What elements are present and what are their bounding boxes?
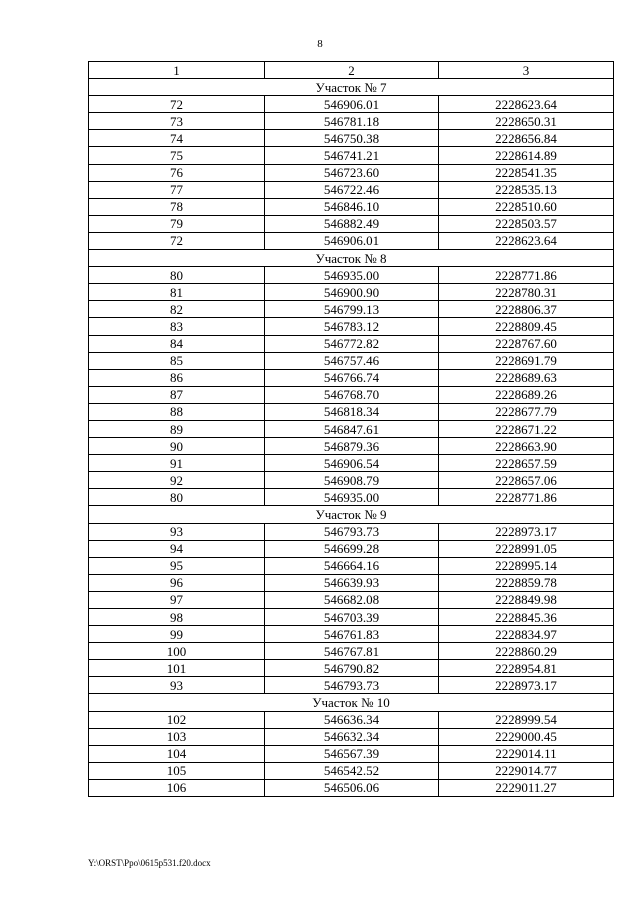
point-number-cell: 73: [89, 113, 265, 130]
table-row: [89, 301, 614, 318]
x-coordinate-cell: 546906.54: [265, 455, 439, 472]
column-header-number: 1: [89, 62, 265, 79]
y-coordinate-cell: 2228510.60: [439, 198, 614, 215]
x-coordinate-cell: 546790.82: [265, 660, 439, 677]
y-coordinate-cell: 2228860.29: [439, 643, 614, 660]
footer-file-path: Y:\ORST\Ppo\0615p531.f20.docx: [88, 858, 211, 868]
section-title: Участок № 10: [89, 694, 614, 711]
y-coordinate-cell: 2229014.11: [439, 745, 614, 762]
y-coordinate-cell: 2228973.17: [439, 677, 614, 694]
point-number-cell: 88: [89, 403, 265, 420]
point-number-cell: 105: [89, 762, 265, 779]
table-row: [89, 147, 614, 164]
x-coordinate-cell: 546935.00: [265, 489, 439, 506]
y-coordinate-cell: 2228849.98: [439, 591, 614, 608]
point-number-cell: 93: [89, 677, 265, 694]
y-coordinate-cell: 2228656.84: [439, 130, 614, 147]
point-number-cell: 76: [89, 164, 265, 181]
x-coordinate-cell: 546723.60: [265, 164, 439, 181]
x-coordinate-cell: 546722.46: [265, 181, 439, 198]
table-row: [89, 643, 614, 660]
y-coordinate-cell: 2228657.59: [439, 455, 614, 472]
y-coordinate-cell: 2228780.31: [439, 284, 614, 301]
point-number-cell: 103: [89, 728, 265, 745]
x-coordinate-cell: 546783.12: [265, 318, 439, 335]
x-coordinate-cell: 546682.08: [265, 591, 439, 608]
point-number-cell: 93: [89, 523, 265, 540]
point-number-cell: 100: [89, 643, 265, 660]
point-number-cell: 78: [89, 198, 265, 215]
column-header-x: 2: [265, 62, 439, 79]
table-row: [89, 609, 614, 626]
page-number: 8: [317, 38, 323, 50]
table-row: [89, 591, 614, 608]
table-row: [89, 762, 614, 779]
table-row: [89, 455, 614, 472]
section-title-row: [89, 250, 614, 267]
x-coordinate-cell: 546879.36: [265, 438, 439, 455]
x-coordinate-cell: 546766.74: [265, 369, 439, 386]
x-coordinate-cell: 546882.49: [265, 215, 439, 232]
point-number-cell: 75: [89, 147, 265, 164]
y-coordinate-cell: 2228503.57: [439, 215, 614, 232]
point-number-cell: 74: [89, 130, 265, 147]
section-title: Участок № 8: [89, 250, 614, 267]
x-coordinate-cell: 546636.34: [265, 711, 439, 728]
table-row: [89, 677, 614, 694]
x-coordinate-cell: 546632.34: [265, 728, 439, 745]
y-coordinate-cell: 2228809.45: [439, 318, 614, 335]
point-number-cell: 81: [89, 284, 265, 301]
table-row: [89, 318, 614, 335]
point-number-cell: 85: [89, 352, 265, 369]
y-coordinate-cell: 2228991.05: [439, 540, 614, 557]
table-row: [89, 130, 614, 147]
point-number-cell: 77: [89, 181, 265, 198]
y-coordinate-cell: 2228691.79: [439, 352, 614, 369]
y-coordinate-cell: 2228657.06: [439, 472, 614, 489]
y-coordinate-cell: 2228650.31: [439, 113, 614, 130]
x-coordinate-cell: 546757.46: [265, 352, 439, 369]
x-coordinate-cell: 546741.21: [265, 147, 439, 164]
y-coordinate-cell: 2228623.64: [439, 96, 614, 113]
point-number-cell: 90: [89, 438, 265, 455]
table-row: [89, 403, 614, 420]
x-coordinate-cell: 546793.73: [265, 523, 439, 540]
x-coordinate-cell: 546900.90: [265, 284, 439, 301]
x-coordinate-cell: 546906.01: [265, 96, 439, 113]
x-coordinate-cell: 546506.06: [265, 779, 439, 796]
x-coordinate-cell: 546761.83: [265, 626, 439, 643]
section-title: Участок № 9: [89, 506, 614, 523]
y-coordinate-cell: 2228845.36: [439, 609, 614, 626]
y-coordinate-cell: 2228859.78: [439, 574, 614, 591]
table-row: [89, 626, 614, 643]
table-row: [89, 267, 614, 284]
point-number-cell: 91: [89, 455, 265, 472]
point-number-cell: 92: [89, 472, 265, 489]
x-coordinate-cell: 546906.01: [265, 232, 439, 249]
point-number-cell: 84: [89, 335, 265, 352]
point-number-cell: 83: [89, 318, 265, 335]
x-coordinate-cell: 546639.93: [265, 574, 439, 591]
x-coordinate-cell: 546772.82: [265, 335, 439, 352]
y-coordinate-cell: 2228677.79: [439, 403, 614, 420]
table-header-row: [89, 62, 614, 79]
y-coordinate-cell: 2228689.26: [439, 386, 614, 403]
y-coordinate-cell: 2229000.45: [439, 728, 614, 745]
table-row: [89, 779, 614, 796]
y-coordinate-cell: 2228995.14: [439, 557, 614, 574]
table-row: [89, 523, 614, 540]
point-number-cell: 72: [89, 96, 265, 113]
point-number-cell: 79: [89, 215, 265, 232]
table-row: [89, 96, 614, 113]
point-number-cell: 102: [89, 711, 265, 728]
y-coordinate-cell: 2228663.90: [439, 438, 614, 455]
y-coordinate-cell: 2228671.22: [439, 420, 614, 437]
x-coordinate-cell: 546818.34: [265, 403, 439, 420]
section-title-row: [89, 506, 614, 523]
point-number-cell: 80: [89, 489, 265, 506]
x-coordinate-cell: 546908.79: [265, 472, 439, 489]
x-coordinate-cell: 546750.38: [265, 130, 439, 147]
x-coordinate-cell: 546781.18: [265, 113, 439, 130]
y-coordinate-cell: 2229014.77: [439, 762, 614, 779]
table-row: [89, 745, 614, 762]
table-row: [89, 660, 614, 677]
y-coordinate-cell: 2228999.54: [439, 711, 614, 728]
table-row: [89, 284, 614, 301]
table-row: [89, 215, 614, 232]
x-coordinate-cell: 546793.73: [265, 677, 439, 694]
y-coordinate-cell: 2228973.17: [439, 523, 614, 540]
section-title-row: [89, 694, 614, 711]
y-coordinate-cell: 2228623.64: [439, 232, 614, 249]
x-coordinate-cell: 546542.52: [265, 762, 439, 779]
coordinates-table: [88, 61, 614, 797]
y-coordinate-cell: 2228689.63: [439, 369, 614, 386]
x-coordinate-cell: 546799.13: [265, 301, 439, 318]
point-number-cell: 87: [89, 386, 265, 403]
table-row: [89, 472, 614, 489]
y-coordinate-cell: 2228541.35: [439, 164, 614, 181]
table-row: [89, 489, 614, 506]
x-coordinate-cell: 546768.70: [265, 386, 439, 403]
y-coordinate-cell: 2229011.27: [439, 779, 614, 796]
y-coordinate-cell: 2228806.37: [439, 301, 614, 318]
x-coordinate-cell: 546847.61: [265, 420, 439, 437]
x-coordinate-cell: 546664.16: [265, 557, 439, 574]
point-number-cell: 101: [89, 660, 265, 677]
table-row: [89, 711, 614, 728]
x-coordinate-cell: 546703.39: [265, 609, 439, 626]
table-row: [89, 232, 614, 249]
point-number-cell: 104: [89, 745, 265, 762]
table-row: [89, 540, 614, 557]
table-row: [89, 352, 614, 369]
y-coordinate-cell: 2228771.86: [439, 267, 614, 284]
table-row: [89, 438, 614, 455]
section-title: Участок № 7: [89, 79, 614, 96]
x-coordinate-cell: 546935.00: [265, 267, 439, 284]
point-number-cell: 106: [89, 779, 265, 796]
point-number-cell: 82: [89, 301, 265, 318]
y-coordinate-cell: 2228954.81: [439, 660, 614, 677]
x-coordinate-cell: 546567.39: [265, 745, 439, 762]
table-row: [89, 113, 614, 130]
y-coordinate-cell: 2228767.60: [439, 335, 614, 352]
table-row: [89, 164, 614, 181]
y-coordinate-cell: 2228535.13: [439, 181, 614, 198]
y-coordinate-cell: 2228771.86: [439, 489, 614, 506]
x-coordinate-cell: 546767.81: [265, 643, 439, 660]
column-header-y: 3: [439, 62, 614, 79]
point-number-cell: 99: [89, 626, 265, 643]
y-coordinate-cell: 2228614.89: [439, 147, 614, 164]
point-number-cell: 95: [89, 557, 265, 574]
point-number-cell: 86: [89, 369, 265, 386]
point-number-cell: 94: [89, 540, 265, 557]
section-title-row: [89, 79, 614, 96]
table-row: [89, 335, 614, 352]
table-row: [89, 420, 614, 437]
table-row: [89, 181, 614, 198]
point-number-cell: 89: [89, 420, 265, 437]
table-row: [89, 557, 614, 574]
table-row: [89, 369, 614, 386]
point-number-cell: 72: [89, 232, 265, 249]
point-number-cell: 96: [89, 574, 265, 591]
point-number-cell: 97: [89, 591, 265, 608]
table-row: [89, 198, 614, 215]
table-row: [89, 386, 614, 403]
table-row: [89, 574, 614, 591]
point-number-cell: 98: [89, 609, 265, 626]
x-coordinate-cell: 546846.10: [265, 198, 439, 215]
x-coordinate-cell: 546699.28: [265, 540, 439, 557]
y-coordinate-cell: 2228834.97: [439, 626, 614, 643]
point-number-cell: 80: [89, 267, 265, 284]
table-row: [89, 728, 614, 745]
coordinates-table-body: [89, 62, 614, 797]
